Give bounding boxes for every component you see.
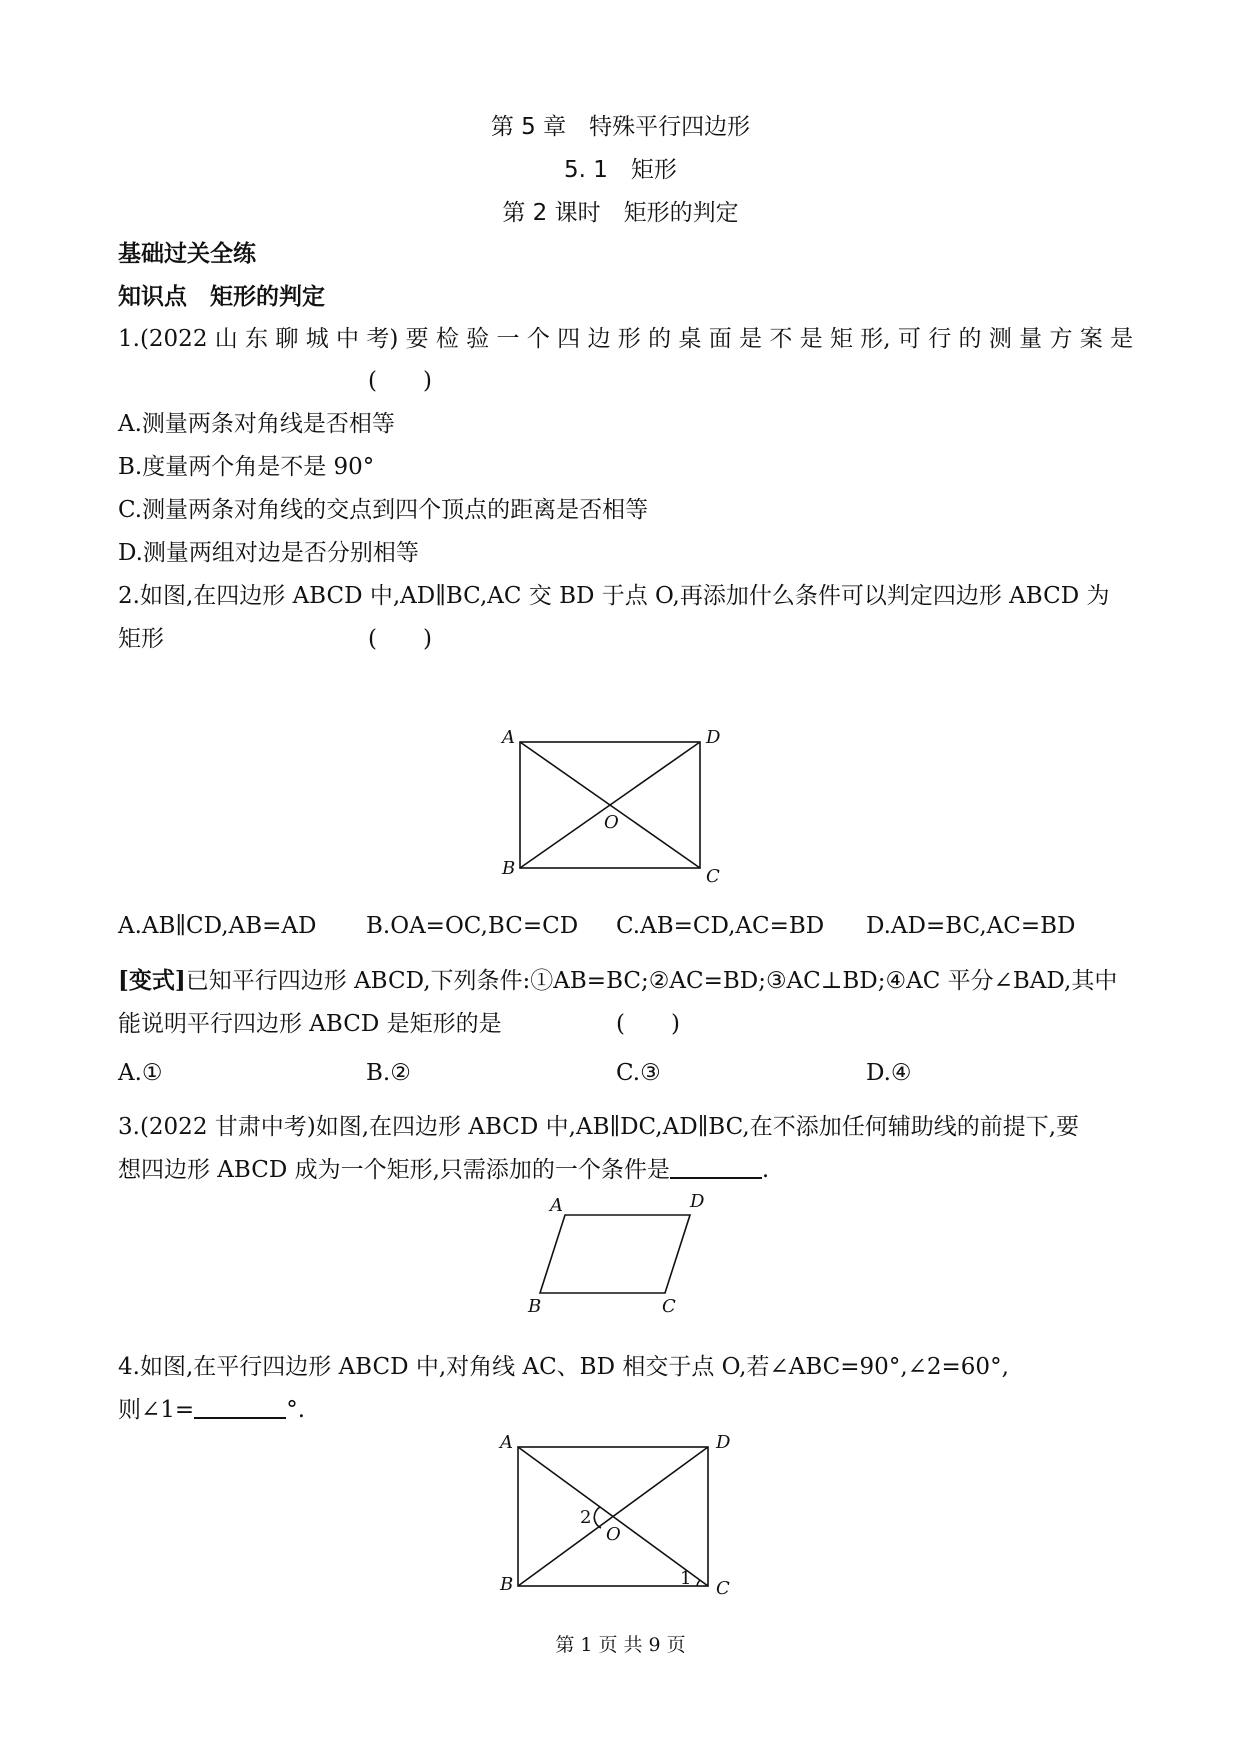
q4-label-angle-2: 2 bbox=[580, 1507, 592, 1528]
q2-option-a: A.AB∥CD,AB=AD bbox=[118, 913, 317, 939]
q3-parallelogram-outline bbox=[540, 1215, 690, 1293]
q2-stem-line1: 2.如图,在四边形 ABCD 中,AD∥BC,AC 交 BD 于点 O,再添加什么条件可以判定四边形 ABCD 为 bbox=[118, 583, 1110, 609]
variant-answer-paren: ( ) bbox=[616, 1011, 680, 1037]
q4-line2-end: °. bbox=[286, 1397, 305, 1423]
q4-label-d: D bbox=[716, 1432, 731, 1453]
q3-line2 bbox=[118, 1151, 769, 1184]
variant-option-b: B.② bbox=[366, 1060, 411, 1086]
q2-stem-line2: 矩形 bbox=[118, 626, 164, 652]
q3-figure-parallelogram bbox=[520, 1190, 720, 1315]
q4-label-o: O bbox=[606, 1524, 621, 1545]
q1-option-d: D.测量两组对边是否分别相等 bbox=[118, 540, 419, 566]
variant-tag: [变式] bbox=[118, 967, 186, 994]
variant-line2: 能说明平行四边形 ABCD 是矩形的是 bbox=[118, 1011, 502, 1037]
q4-angle-1-arc bbox=[697, 1580, 700, 1586]
page-footer: 第 1 页 共 9 页 bbox=[555, 1634, 686, 1656]
variant-option-a: A.① bbox=[118, 1060, 163, 1086]
variant-text: 已知平行四边形 ABCD,下列条件:①AB=BC;②AC=BD;③AC⊥BD;④AC 平分∠BAD,其中 bbox=[185, 968, 1118, 994]
q3-label-a: A bbox=[550, 1195, 563, 1216]
q2-label-d: D bbox=[706, 728, 721, 748]
variant-option-d: D.④ bbox=[866, 1060, 912, 1086]
q4-figure-rectangle bbox=[490, 1430, 740, 1600]
q3-line1: 3.(2022 甘肃中考)如图,在四边形 ABCD 中,AB∥DC,AD∥BC,在不添加任何辅助线的前提下,要 bbox=[118, 1114, 1080, 1140]
q1-option-a: A.测量两条对角线是否相等 bbox=[118, 411, 395, 437]
q4-label-angle-1: 1 bbox=[680, 1568, 692, 1589]
q4-angle-2-arc bbox=[594, 1507, 601, 1528]
q2-label-b: B bbox=[502, 858, 516, 879]
q1-stem: 1.(2022 山 东 聊 城 中 考) 要 检 验 一 个 四 边 形 的 桌 面 是 不 是 矩 形, 可 行 的 测 量 方 案 是 bbox=[118, 326, 1134, 352]
q3-label-c: C bbox=[662, 1296, 676, 1315]
q4-line1: 4.如图,在平行四边形 ABCD 中,对角线 AC、BD 相交于点 O,若∠ABC=90°,∠2=60°, bbox=[118, 1354, 1009, 1380]
variant-line1 bbox=[118, 962, 1117, 995]
q2-label-a: A bbox=[502, 728, 515, 748]
q2-answer-paren: ( ) bbox=[368, 626, 432, 652]
knowledge-point: 知识点 矩形的判定 bbox=[118, 284, 325, 310]
q2-option-d: D.AD=BC,AC=BD bbox=[866, 913, 1076, 939]
q2-figure-rectangle bbox=[490, 728, 730, 888]
q4-line2 bbox=[118, 1391, 305, 1424]
q1-option-b: B.度量两个角是不是 90° bbox=[118, 454, 375, 480]
q1-option-c: C.测量两条对角线的交点到四个顶点的距离是否相等 bbox=[118, 497, 649, 523]
q4-label-a: A bbox=[500, 1432, 513, 1453]
q2-option-c: C.AB=CD,AC=BD bbox=[616, 913, 825, 939]
q4-line2-text: 则∠1= bbox=[118, 1397, 195, 1423]
section-title: 5. 1 矩形 bbox=[564, 157, 677, 183]
q1-answer-paren: ( ) bbox=[368, 368, 432, 394]
q3-line2-end: . bbox=[761, 1157, 770, 1183]
q2-option-b: B.OA=OC,BC=CD bbox=[366, 913, 579, 939]
q2-label-o: O bbox=[604, 812, 619, 833]
q4-label-c: C bbox=[716, 1578, 730, 1599]
chapter-title: 第 5 章 特殊平行四边形 bbox=[490, 114, 751, 140]
q2-label-c: C bbox=[706, 866, 720, 887]
lesson-title: 第 2 课时 矩形的判定 bbox=[502, 200, 739, 226]
q4-answer-blank[interactable] bbox=[194, 1395, 286, 1419]
variant-option-c: C.③ bbox=[616, 1060, 661, 1086]
q3-line2-text: 想四边形 ABCD 成为一个矩形,只需添加的一个条件是 bbox=[118, 1157, 670, 1183]
q3-answer-blank[interactable] bbox=[670, 1155, 762, 1179]
q3-label-b: B bbox=[528, 1296, 542, 1315]
part-title: 基础过关全练 bbox=[118, 241, 256, 267]
q4-label-b: B bbox=[500, 1574, 514, 1595]
q3-label-d: D bbox=[690, 1191, 705, 1212]
